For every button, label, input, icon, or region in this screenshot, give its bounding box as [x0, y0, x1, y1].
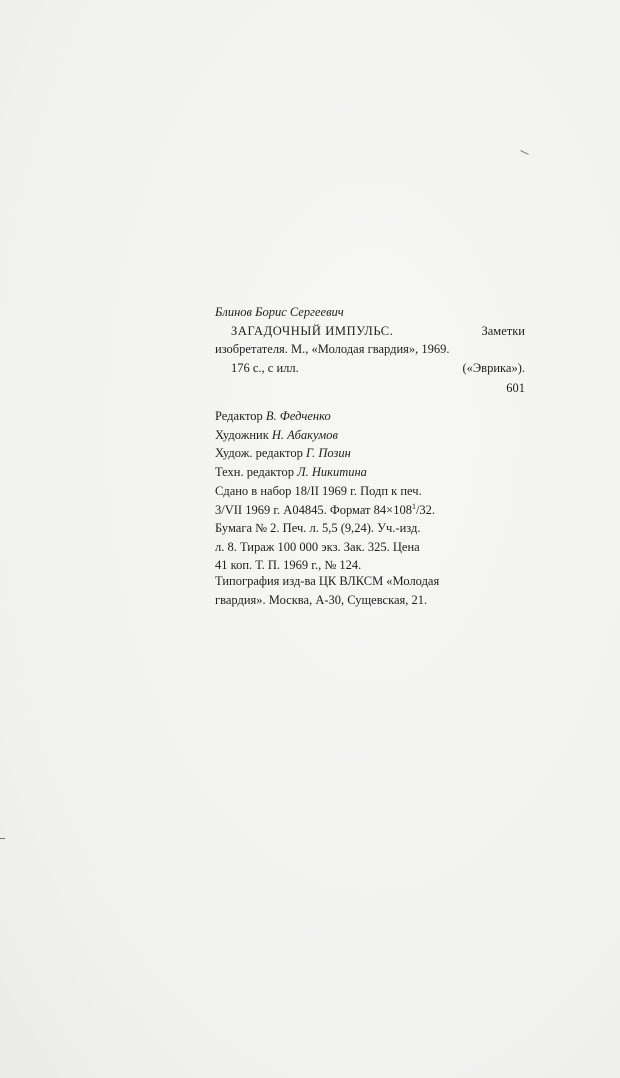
- print-line: [215, 501, 525, 520]
- book-title: ЗАГАДОЧНЫЙ ИМПУЛЬС.: [231, 323, 394, 338]
- title-line: [215, 322, 525, 341]
- print-details-block: [215, 482, 525, 575]
- print-line: Бумага № 2. Печ. л. 5,5 (9,24). Уч.-изд.: [215, 521, 421, 535]
- pages-line: [215, 359, 525, 378]
- print-line: 41 коп. Т. П. 1969 г., № 124.: [215, 558, 362, 572]
- pages-count: 176 с., с илл.: [231, 360, 299, 375]
- print-line: л. 8. Тираж 100 000 экз. Зак. 325. Цена: [215, 539, 420, 554]
- typography-block: [215, 572, 525, 609]
- classification-code: 601: [506, 381, 525, 395]
- publisher-line: изобретателя. М., «Молодая гвардия», 1969.: [215, 342, 450, 356]
- credit-person: Н. Абакумов: [271, 427, 338, 442]
- print-format-text: 3/VII 1969 г. А04845. Формат 84×108: [215, 502, 412, 517]
- author-name: Блинов Борис Сергеевич: [215, 305, 344, 319]
- bibliographic-block: [215, 303, 525, 398]
- print-line: Сдано в набор 18/II 1969 г. Подп к печ.: [215, 484, 422, 498]
- print-format-sup: 1: [411, 501, 416, 511]
- credit-person: Г. Позин: [305, 446, 351, 460]
- series-name: («Эврика»).: [462, 360, 525, 375]
- credit-role: Художник: [215, 427, 269, 442]
- title-continuation: Заметки: [481, 323, 525, 338]
- credit-artist: [215, 426, 525, 445]
- credit-person: В. Федченко: [265, 409, 331, 423]
- typography-line: Типография изд-ва ЦК ВЛКСМ «Молодая: [215, 574, 440, 588]
- credit-role: Редактор: [215, 409, 263, 423]
- scan-mark: [520, 150, 529, 155]
- credit-editor: [215, 407, 525, 426]
- scan-mark: [0, 838, 5, 839]
- credit-role: Худож. редактор: [215, 446, 303, 460]
- credits-block: [215, 407, 525, 481]
- credit-role: Техн. редактор: [215, 464, 294, 479]
- credit-art-editor: [215, 444, 525, 463]
- typography-line: гвардия». Москва, А-30, Сущевская, 21.: [215, 592, 428, 607]
- print-format-fraction: /32.: [415, 502, 436, 517]
- credit-tech-editor: [215, 463, 525, 482]
- credit-person: Л. Никитина: [297, 464, 367, 479]
